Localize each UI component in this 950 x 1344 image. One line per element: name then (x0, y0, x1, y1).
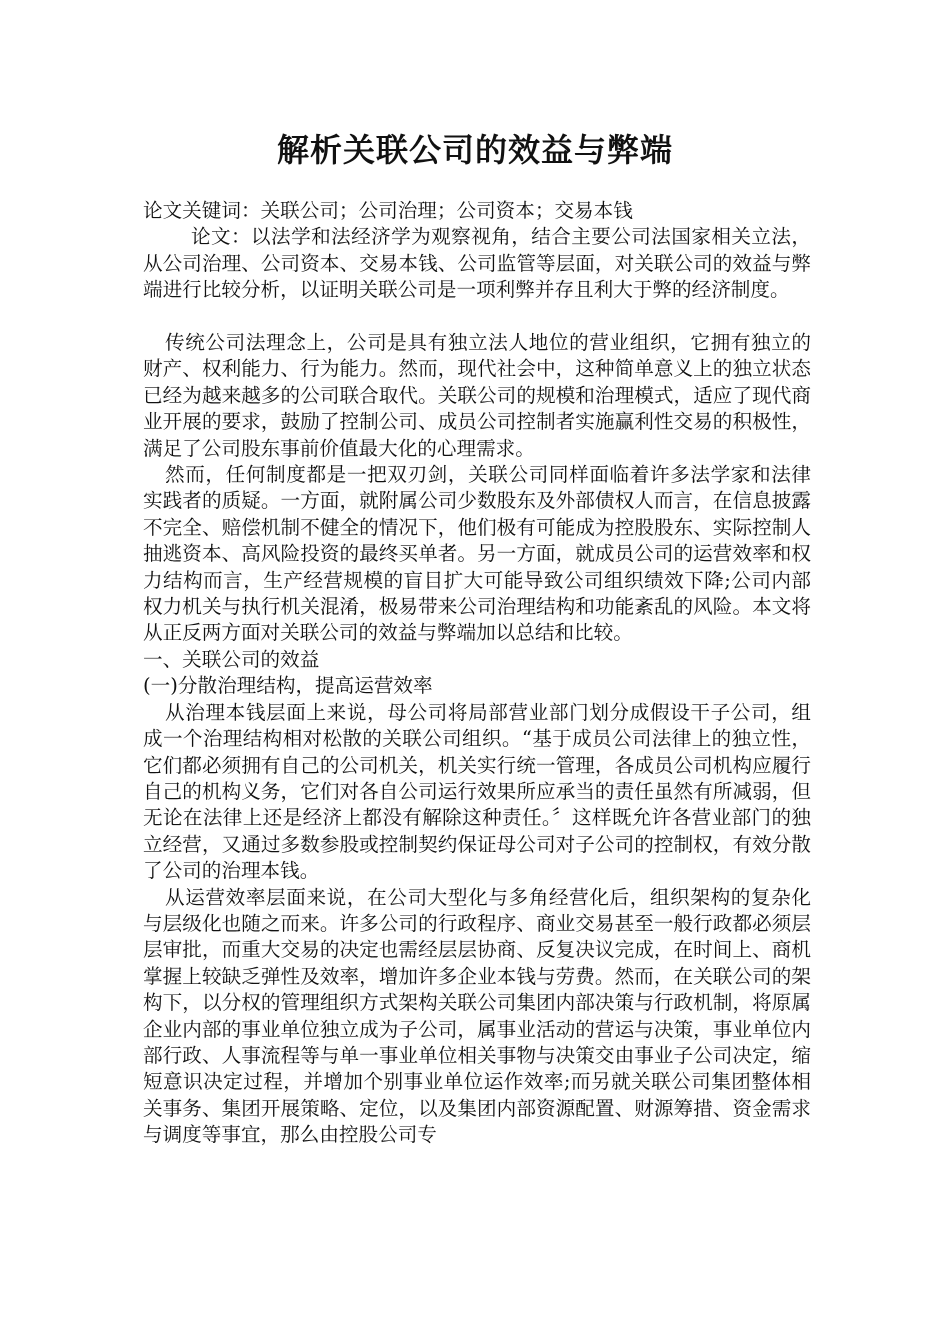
subsection-heading-1: (一)分散治理结构，提高运营效率 (143, 674, 433, 698)
paragraph-gap (143, 304, 811, 330)
body-paragraph-2: 然而，任何制度都是一把双刃剑，关联公司同样面临着许多法学家和法律实践者的质疑。一方面，就附属公司少数股东及外部债权人而言，在信息披露不完全、赔偿机制不健全的情况下，他们极有可能成为控股股东、实际控制人抽逃资本、高风险投资的最终买单者。另一方面，就成员公司的运营效率和权力结构而言，生产经营规模的盲目扩大可能导致公司组织绩效下降;公司内部权力机关与执行机关混淆，极易带来公司治理结构和功能紊乱的风险。本文将从正反两方面对关联公司的效益与弊端加以总结和比较。 (143, 463, 811, 645)
document-title: 解析关联公司的效益与弊端 (276, 131, 673, 169)
body-paragraph-4: 从运营效率层面来说，在公司大型化与多角经营化后，组织架构的复杂化与层级化也随之而来。许多公司的行政程序、商业交易甚至一般行政都必须层层审批，而重大交易的决定也需经层层协商、反复决议完成，在时间上、商机掌握上较缺乏弹性及效率，增加许多企业本钱与劳费。然而，在关联公司的架构下，以分权的管理组织方式架构关联公司集团内部决策与行政机制，将原属企业内部的事业单位独立成为子公司，属事业活动的营运与决策，事业单位内部行政、人事流程等与单一事业单位相关事物与决策交由事业子公司决定，缩短意识决定过程，并增加个别事业单位运作效率;而另就关联公司集团整体相关事务、集团开展策略、定位，以及集团内部资源配置、财源筹措、资金需求与调度等事宜，那么由控股公司专 (143, 885, 811, 1147)
keywords-line: 论文关键词：关联公司；公司治理；公司资本；交易本钱 (143, 199, 633, 222)
abstract-paragraph: 论文：以法学和法经济学为观察视角，结合主要公司法国家相关立法，从公司治理、公司资本、交易本钱、公司监管等层面，对关联公司的效益与弊端进行比较分析，以证明关联公司是一项利弊并存且利大于弊的经济制度。 (143, 225, 811, 302)
document-body (143, 198, 811, 1149)
body-paragraph-1: 传统公司法理念上，公司是具有独立法人地位的营业组织，它拥有独立的财产、权利能力、行为能力。然而，现代社会中，这种简单意义上的独立状态已经为越来越多的公司联合取代。关联公司的规模和治理模式，适应了现代商业开展的要求，鼓励了控制公司、成员公司控制者实施赢利性交易的积极性，满足了公司股东事前价值最大化的心理需求。 (143, 331, 811, 460)
section-heading-1: 一、关联公司的效益 (143, 647, 320, 671)
body-paragraph-3: 从治理本钱层面上来说，母公司将局部营业部门划分成假设干子公司，组成一个治理结构相对松散的关联公司组织。“基于成员公司法律上的独立性，它们都必须拥有自己的公司机关，机关实行统一管理，各成员公司机构应履行自己的机构义务，它们对各自公司运行效果所应承当的责任虽然有所减弱，但无论在法律上还是经济上都没有解除这种责任。〞这样既允许各营业部门的独立经营，又通过多数参股或控制契约保证母公司对子公司的控制权，有效分散了公司的治理本钱。 (143, 700, 811, 883)
